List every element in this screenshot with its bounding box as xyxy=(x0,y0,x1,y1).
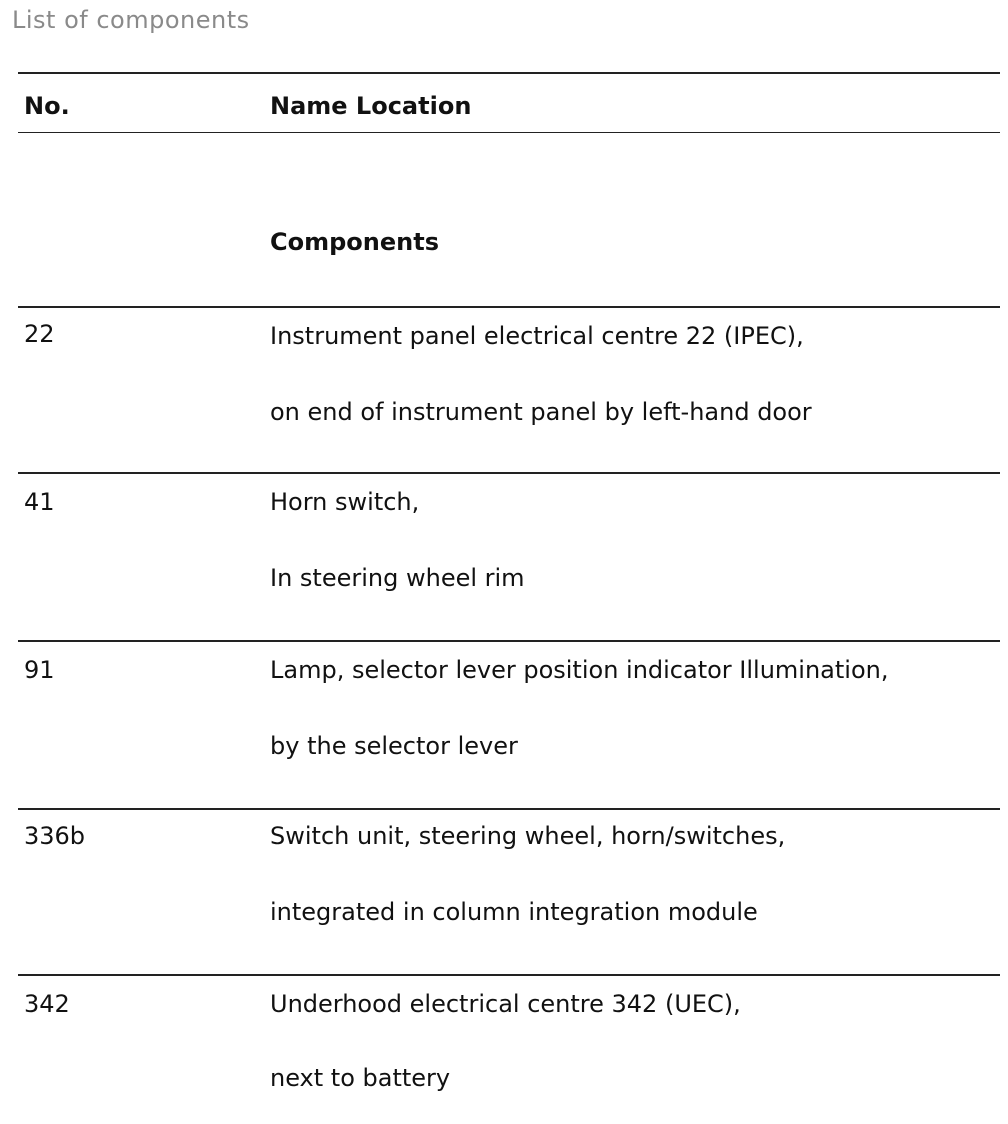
row-divider xyxy=(18,472,1000,474)
header-bottom-rule xyxy=(18,132,1000,133)
row-location: on end of instrument panel by left-hand door xyxy=(270,398,812,426)
row-name: Instrument panel electrical centre 22 (IPEC), xyxy=(270,322,804,350)
document-title: List of components xyxy=(12,6,250,34)
header-top-rule xyxy=(18,72,1000,74)
row-number: 22 xyxy=(24,320,55,348)
row-divider xyxy=(18,974,1000,976)
row-location: next to battery xyxy=(270,1064,451,1092)
section-heading: Components xyxy=(270,228,439,256)
row-location: In steering wheel rim xyxy=(270,564,525,592)
row-name: Switch unit, steering wheel, horn/switches, xyxy=(270,822,786,850)
row-name: Underhood electrical centre 342 (UEC), xyxy=(270,990,741,1018)
row-number: 336b xyxy=(24,822,86,850)
header-name-location: Name Location xyxy=(270,92,472,120)
section-rule xyxy=(18,306,1000,308)
row-divider xyxy=(18,640,1000,642)
row-location: by the selector lever xyxy=(270,732,518,760)
row-name: Horn switch, xyxy=(270,488,420,516)
row-number: 342 xyxy=(24,990,70,1018)
header-no: No. xyxy=(24,92,70,120)
row-number: 41 xyxy=(24,488,55,516)
row-divider xyxy=(18,808,1000,810)
row-number: 91 xyxy=(24,656,55,684)
row-location: integrated in column integration module xyxy=(270,898,758,926)
row-name: Lamp, selector lever position indicator Illumination, xyxy=(270,656,889,684)
